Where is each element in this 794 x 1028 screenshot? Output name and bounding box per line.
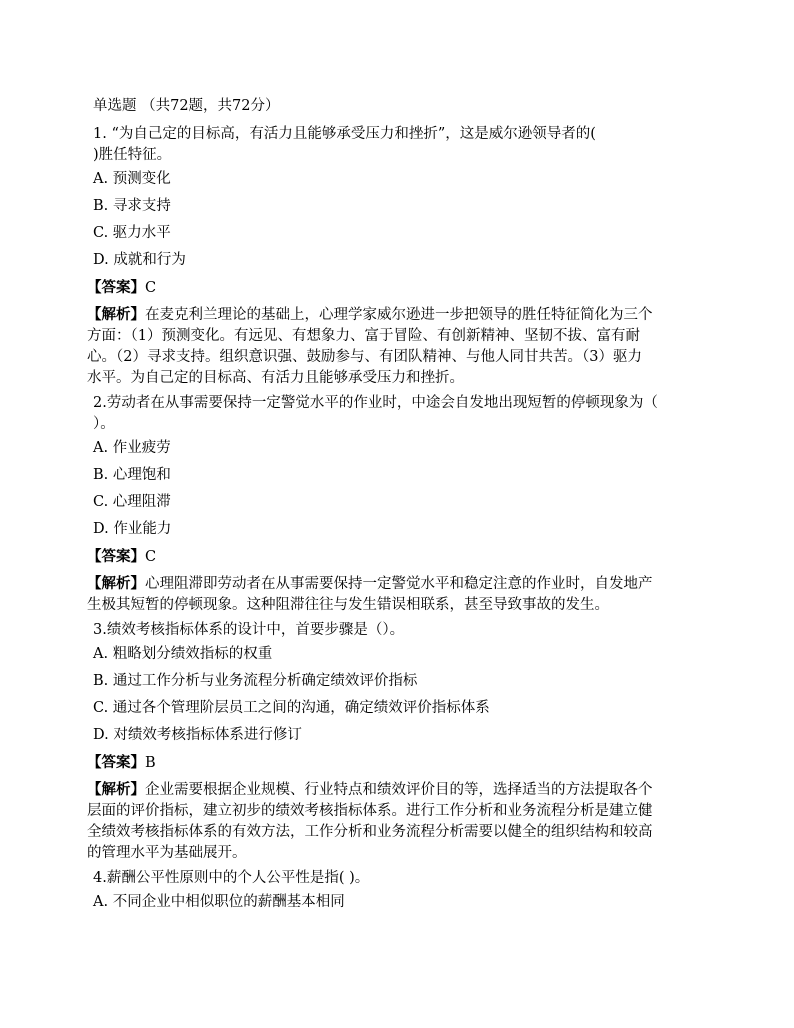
- explanation-line: 水平。为自己定的目标高、有活力且能够承受压力和挫折。: [87, 370, 464, 386]
- explanation-line: 生极其短暂的停顿现象。这种阻滞往往与发生错误相联系，甚至导致事故的发生。: [87, 597, 609, 613]
- explanation-line: 【解析】企业需要根据企业规模、行业特点和绩效评价目的等，选择适当的方法提取各个: [87, 781, 653, 798]
- question-3: [87, 620, 705, 864]
- stem-line: 4.薪酬公平性原则中的个人公平性是指( )。: [93, 870, 370, 886]
- answer: [87, 749, 705, 776]
- answer-label: 【答案】: [87, 754, 145, 771]
- question-stem: [93, 124, 705, 166]
- explanation: [87, 779, 703, 864]
- option-b: B. 心理饱和: [93, 467, 171, 483]
- option-b: B. 通过工作分析与业务流程分析确定绩效评价指标: [93, 673, 418, 689]
- option-b: B. 寻求支持: [93, 198, 171, 214]
- option-a: A. 不同企业中相似职位的薪酬基本相同: [93, 894, 345, 910]
- explanation-label: 【解析】: [87, 575, 145, 592]
- stem-line: 1. “为自己定的目标高，有活力且能够承受压力和挫折”，这是威尔逊领导者的(: [93, 126, 596, 142]
- stem-line: 3.绩效考核指标体系的设计中，首要步骤是（）。: [93, 622, 405, 638]
- explanation-line: 层面的评价指标，建立初步的绩效考核指标体系。进行工作分析和业务流程分析是建立健: [87, 803, 653, 819]
- section-header: 单选题 （共72题，共72分）: [93, 98, 280, 114]
- answer-value: C: [145, 549, 157, 565]
- stem-line: )胜任特征。: [93, 147, 172, 163]
- option-a: A. 作业疲劳: [93, 440, 171, 456]
- stem-line: ）。: [93, 416, 115, 432]
- option-c: C. 通过各个管理阶层员工之间的沟通，确定绩效评价指标体系: [93, 700, 490, 716]
- answer-label: 【答案】: [87, 548, 145, 565]
- question-4: [93, 868, 705, 916]
- explanation-line: 方面：（1）预测变化。有远见、有想象力、富于冒险、有创新精神、坚韧不拔、富有耐: [87, 328, 640, 344]
- explanation-line: 心。（2）寻求支持。组织意识强、鼓励参与、有团队精神、与他人同甘共苦。（3）驱力: [87, 349, 642, 365]
- option-d: D. 成就和行为: [93, 252, 186, 268]
- question-stem: [93, 620, 705, 641]
- explanation-line: 【解析】心理阻滞即劳动者在从事需要保持一定警觉水平和稳定注意的作业时，自发地产: [87, 575, 653, 592]
- option-c: C. 驱力水平: [93, 225, 171, 241]
- option-d: D. 作业能力: [93, 521, 172, 537]
- answer-value: B: [145, 755, 156, 771]
- document-page: [87, 96, 705, 916]
- question-stem: [93, 868, 705, 889]
- explanation-line: 的管理水平为基础展开。: [87, 845, 247, 861]
- answer: [87, 543, 705, 570]
- option-d: D. 对绩效考核指标体系进行修订: [93, 727, 302, 743]
- question-2: [87, 393, 705, 616]
- option-a: A. 预测变化: [93, 171, 171, 187]
- option-a: A. 粗略划分绩效指标的权重: [93, 646, 273, 662]
- explanation: [87, 304, 703, 389]
- explanation-label: 【解析】: [87, 306, 145, 323]
- explanation-label: 【解析】: [87, 781, 145, 798]
- explanation-line: 全绩效考核指标体系的有效方法，工作分析和业务流程分析需要以健全的组织结构和较高: [87, 824, 653, 840]
- option-c: C. 心理阻滞: [93, 494, 171, 510]
- explanation-line: 【解析】在麦克利兰理论的基础上，心理学家威尔逊进一步把领导的胜任特征简化为三个: [87, 306, 653, 323]
- stem-line: 2.劳动者在从事需要保持一定警觉水平的作业时，中途会自发地出现短暂的停顿现象为（: [93, 395, 658, 411]
- answer: [87, 274, 705, 301]
- question-stem: [93, 393, 705, 435]
- explanation: [87, 573, 703, 616]
- answer-label: 【答案】: [87, 279, 145, 296]
- question-1: [87, 124, 705, 389]
- answer-value: C: [145, 280, 157, 296]
